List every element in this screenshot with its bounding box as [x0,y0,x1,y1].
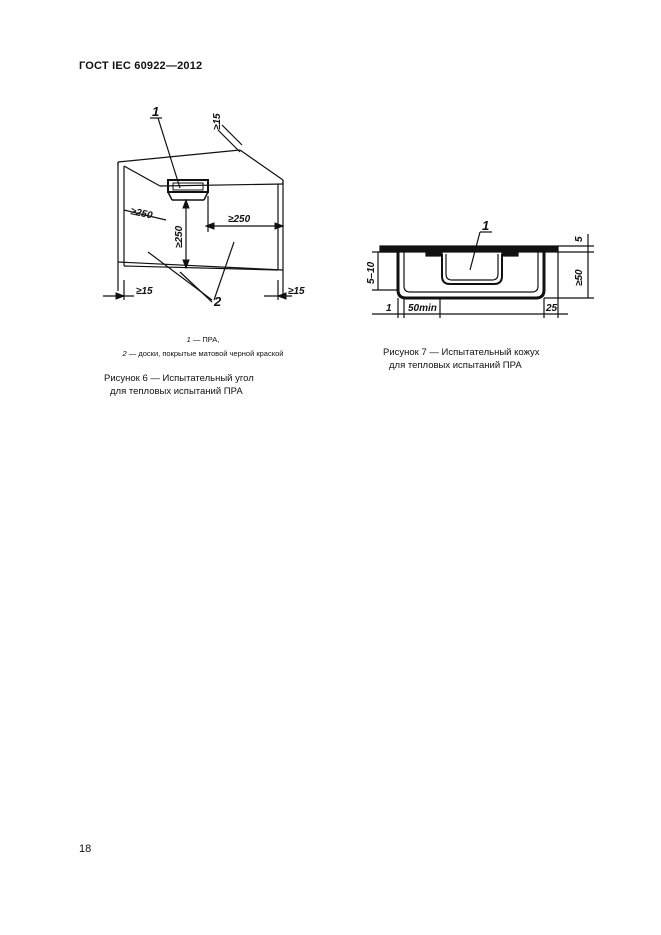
fig7-dim-left-height: 5–10 [366,261,377,284]
fig7-caption-line1: Рисунок 7 — Испытательный кожух [383,347,540,358]
fig6-dim-right-gap: ≥15 [288,286,305,297]
fig6-dim-height: ≥250 [174,225,185,248]
fig7-dim-bottom-width: 50min [408,303,437,314]
page-number: 18 [79,843,92,855]
fig6-legend [98,333,308,361]
fig6-caption-line1: Рисунок 6 — Испытательный угол [104,373,254,384]
fig6-legend-item-1: 1 — ПРА, [186,335,220,344]
fig6-dim-width: ≥250 [228,214,251,225]
fig6-dim-left-gap: ≥15 [136,286,153,297]
fig7-dim-left-gap: 1 [386,303,392,314]
fig6-caption [104,372,254,398]
fig7-dim-right-height: ≥50 [574,269,585,286]
fig6-label-2: 2 [214,294,222,309]
fig7-dim-top: 5 [574,236,585,242]
fig7-label-1: 1 [482,218,490,233]
fig6-dim-top: ≥15 [212,113,223,130]
fig7-caption-line2: для тепловых испытаний ПРА [389,360,522,371]
fig6-label-1: 1 [152,104,160,119]
fig6-dim-depth: ≥250 [129,206,154,222]
document-header: ГОСТ IEC 60922—2012 [79,60,203,72]
fig7-caption [383,346,540,372]
fig6-caption-line2: для тепловых испытаний ПРА [110,386,243,397]
fig6-legend-item-2: 2 — доски, покрытые матовой черной краской [122,349,284,358]
fig7-dim-right-width: 25 [546,303,558,314]
